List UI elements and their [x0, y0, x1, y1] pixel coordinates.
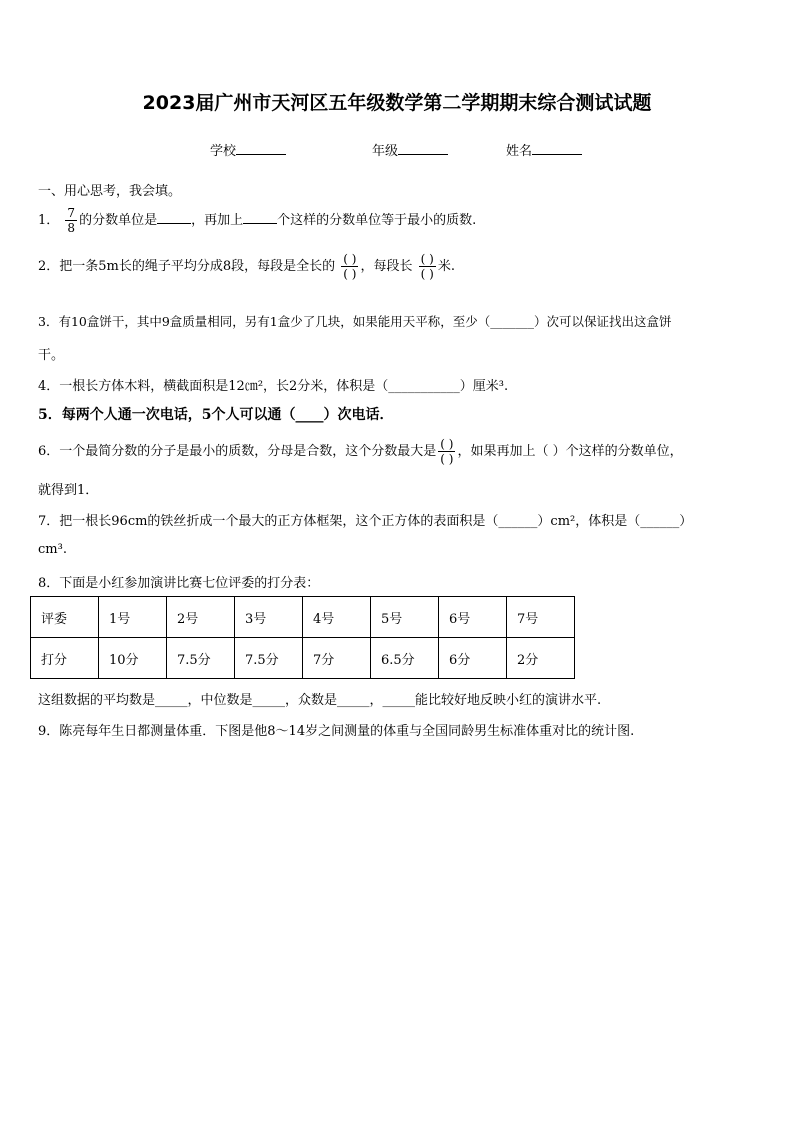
school-label: 学校 — [210, 144, 237, 159]
question-7-line-2: cm³. — [38, 542, 67, 557]
table-cell: 2分 — [507, 638, 575, 679]
name-field — [506, 140, 582, 159]
q6-fraction — [438, 437, 455, 466]
q1-text-c: 个这样的分数单位等于最小的质数. — [277, 213, 477, 228]
q1-frac-numerator: 7 — [67, 206, 76, 220]
q2-fraction-2 — [419, 252, 436, 281]
question-9: 9．陈亮每年生日都测量体重．下图是他8～14岁之间测量的体重与全国同龄男生标准体重对比的统计图. — [38, 724, 635, 739]
q2-number: 2． — [38, 259, 60, 274]
table-cell: 1号 — [99, 597, 167, 638]
q6-text-b: ，如果再加上（ ）个这样的分数单位， — [457, 444, 683, 459]
table-row — [31, 638, 575, 679]
question-8-after: 这组数据的平均数是_____，中位数是_____，众数是_____，_____能比较好地反映小红的演讲水平. — [38, 693, 602, 708]
school-blank — [236, 141, 286, 155]
q6-text-a: 6．一个最简分数的分子是最小的质数，分母是合数，这个分数最大是 — [38, 444, 437, 459]
grade-field — [372, 140, 448, 159]
table-cell: 3号 — [235, 597, 303, 638]
question-3-line-1: 3．有10盒饼干，其中9盒质量相同，另有1盒少了几块，如果能用天平称，至少（_______）次可以保证找出这盒饼 — [38, 314, 672, 329]
table-cell: 7.5分 — [167, 638, 235, 679]
question-8-intro: 8．下面是小红参加演讲比赛七位评委的打分表： — [38, 576, 320, 591]
question-2 — [38, 252, 455, 281]
q1-text-b: ，再加上 — [191, 213, 244, 228]
school-field — [210, 140, 286, 159]
section-heading: 一、用心思考，我会填。 — [38, 184, 182, 199]
q2-fraction-1 — [341, 252, 358, 281]
q1-fraction — [65, 206, 77, 235]
q6-frac-numerator: ( ) — [440, 437, 454, 451]
table-cell: 评委 — [31, 597, 99, 638]
score-table — [30, 596, 575, 679]
q2-text-a: 把一条5m长的绳子平均分成8段，每段是全长的 — [59, 259, 336, 274]
question-6-line-2: 就得到1． — [38, 483, 99, 498]
table-cell: 4号 — [303, 597, 371, 638]
q2-text-b: ，每段长 — [360, 259, 413, 274]
grade-label: 年级 — [372, 144, 399, 159]
table-cell: 7号 — [507, 597, 575, 638]
q1-blank-2 — [243, 210, 277, 224]
table-cell: 7分 — [303, 638, 371, 679]
grade-blank — [398, 141, 448, 155]
q2-frac1-denominator: ( ) — [343, 267, 357, 281]
table-cell: 10分 — [99, 638, 167, 679]
table-cell: 6.5分 — [371, 638, 439, 679]
q2-frac2-numerator: ( ) — [420, 252, 434, 266]
question-7-line-1: 7．把一根长96cm的铁丝折成一个最大的正方体框架，这个正方体的表面积是（______）cm²，体积是（______） — [38, 514, 693, 529]
question-3-line-2: 干。 — [38, 348, 65, 363]
q2-text-c: 米. — [437, 259, 455, 274]
q2-frac2-denominator: ( ) — [420, 267, 434, 281]
table-cell: 2号 — [167, 597, 235, 638]
q2-frac1-numerator: ( ) — [343, 252, 357, 266]
q1-frac-denominator: 8 — [67, 221, 76, 235]
q1-blank-1 — [157, 210, 191, 224]
q1-number: 1． — [38, 213, 60, 228]
table-row — [31, 597, 575, 638]
name-label: 姓名 — [506, 144, 533, 159]
table-cell: 5号 — [371, 597, 439, 638]
question-4: 4．一根长方体木料，横截面积是12㎝²，长2分米，体积是（___________）厘米³. — [38, 379, 509, 394]
name-blank — [532, 141, 582, 155]
table-cell: 打分 — [31, 638, 99, 679]
table-cell: 7.5分 — [235, 638, 303, 679]
table-cell: 6号 — [439, 597, 507, 638]
page-title: 2023届广州市天河区五年级数学第二学期期末综合测试试题 — [142, 92, 652, 114]
q1-text-a: 的分数单位是 — [79, 213, 158, 228]
q6-frac-denominator: ( ) — [440, 452, 454, 466]
question-5: 5．每两个人通一次电话，5个人可以通（____）次电话． — [38, 407, 394, 423]
question-1 — [38, 206, 476, 235]
question-6-line-1 — [38, 437, 683, 466]
table-cell: 6分 — [439, 638, 507, 679]
